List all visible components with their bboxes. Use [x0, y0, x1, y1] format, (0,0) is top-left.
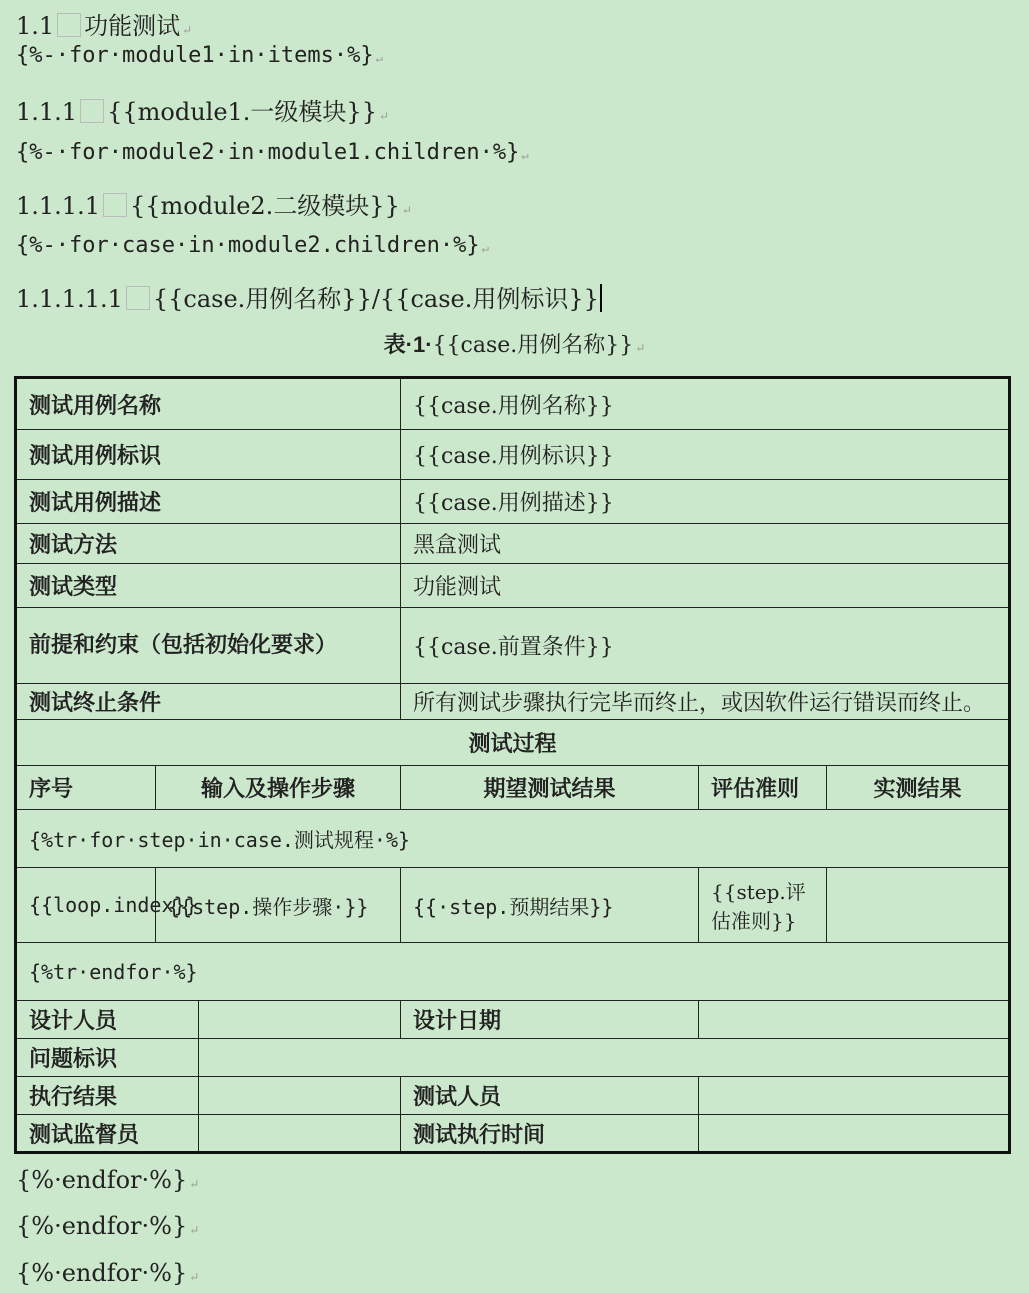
process-title: 测试过程	[16, 720, 1010, 766]
col-header-actual: 实测结果	[827, 766, 1010, 810]
step-index[interactable]: {{loop.index}}	[16, 868, 156, 943]
footer-row	[16, 1115, 1010, 1153]
col-header-criteria: 评估准则	[699, 766, 827, 810]
process-title-row	[16, 720, 1010, 766]
design-date-value[interactable]	[699, 1001, 1010, 1039]
table-caption: 表·1·{{case.用例名称}} ↵	[383, 332, 646, 358]
issue-id-label: 问题标识	[16, 1039, 199, 1077]
exec-time-label: 测试执行时间	[401, 1115, 699, 1153]
space-box	[103, 193, 127, 217]
designer-label: 设计人员	[16, 1001, 199, 1039]
design-date-label: 设计日期	[401, 1001, 699, 1039]
loop-start-tag[interactable]: {%tr·for·step·in·case.测试规程·%}	[16, 810, 1010, 868]
row-value[interactable]: {{case.用例描述}}	[401, 480, 1010, 524]
endfor-2: {%·endfor·%} ↵	[16, 1212, 200, 1240]
row-label: 测试类型	[16, 564, 401, 608]
row-value[interactable]: {{case.前置条件}}	[401, 608, 1010, 684]
heading-level2: 1.1.1 {{module1.一级模块}} ↵	[16, 98, 390, 126]
space-box	[80, 99, 104, 123]
table-row	[16, 684, 1010, 720]
footer-row	[16, 1001, 1010, 1039]
space-box	[57, 13, 81, 37]
loop-end-tag[interactable]: {%tr·endfor·%}	[16, 943, 1010, 1001]
step-action[interactable]: {{step.操作步骤·}}	[156, 868, 401, 943]
footer-row	[16, 1077, 1010, 1115]
loop-module2: {%-·for·module2·in·module1.children·%} ↵	[16, 140, 529, 165]
step-row	[16, 868, 1010, 943]
loop-start-row	[16, 810, 1010, 868]
supervisor-label: 测试监督员	[16, 1115, 199, 1153]
loop-end-row	[16, 943, 1010, 1001]
row-value[interactable]: {{case.用例标识}}	[401, 430, 1010, 480]
endfor-3: {%·endfor·%} ↵	[16, 1259, 200, 1287]
heading-level3: 1.1.1.1 {{module2.二级模块}} ↵	[16, 192, 412, 220]
col-header-steps: 输入及操作步骤	[156, 766, 401, 810]
exec-result-value[interactable]	[199, 1077, 401, 1115]
exec-result-label: 执行结果	[16, 1077, 199, 1115]
step-criteria[interactable]: {{step.评估准则}}	[699, 868, 827, 943]
row-label: 测试方法	[16, 524, 401, 564]
table-row	[16, 524, 1010, 564]
designer-value[interactable]	[199, 1001, 401, 1039]
supervisor-value[interactable]	[199, 1115, 401, 1153]
table-row	[16, 480, 1010, 524]
step-expected[interactable]: {{·step.预期结果}}	[401, 868, 699, 943]
endfor-1: {%·endfor·%} ↵	[16, 1166, 200, 1194]
row-value[interactable]: 所有测试步骤执行完毕而终止，或因软件运行错误而终止。	[401, 684, 1010, 720]
heading-level1: 1.1 功能测试 ↵	[16, 12, 193, 40]
row-label: 测试终止条件	[16, 684, 401, 720]
row-label: 测试用例名称	[16, 378, 401, 430]
table-row	[16, 378, 1010, 430]
row-label: 测试用例描述	[16, 480, 401, 524]
row-value[interactable]: 功能测试	[401, 564, 1010, 608]
row-label: 前提和约束（包括初始化要求）	[16, 608, 401, 684]
table-row	[16, 608, 1010, 684]
heading-level4: 1.1.1.1.1 {{case.用例名称}}/{{case.用例标识}}	[16, 279, 602, 314]
table-row	[16, 430, 1010, 480]
table-row	[16, 564, 1010, 608]
column-header-row	[16, 766, 1010, 810]
test-case-table	[14, 376, 1011, 1154]
tester-label: 测试人员	[401, 1077, 699, 1115]
loop-module1: {%-·for·module1·in·items·%} ↵	[16, 43, 383, 68]
space-box	[126, 286, 150, 310]
col-header-index: 序号	[16, 766, 156, 810]
exec-time-value[interactable]	[699, 1115, 1010, 1153]
col-header-expected: 期望测试结果	[401, 766, 699, 810]
row-label: 测试用例标识	[16, 430, 401, 480]
row-value[interactable]: 黑盒测试	[401, 524, 1010, 564]
step-actual[interactable]	[827, 868, 1010, 943]
issue-id-value[interactable]	[199, 1039, 1010, 1077]
tester-value[interactable]	[699, 1077, 1010, 1115]
text-cursor	[600, 284, 602, 312]
footer-row	[16, 1039, 1010, 1077]
row-value[interactable]: {{case.用例名称}}	[401, 378, 1010, 430]
loop-case: {%-·for·case·in·module2.children·%} ↵	[16, 233, 489, 258]
